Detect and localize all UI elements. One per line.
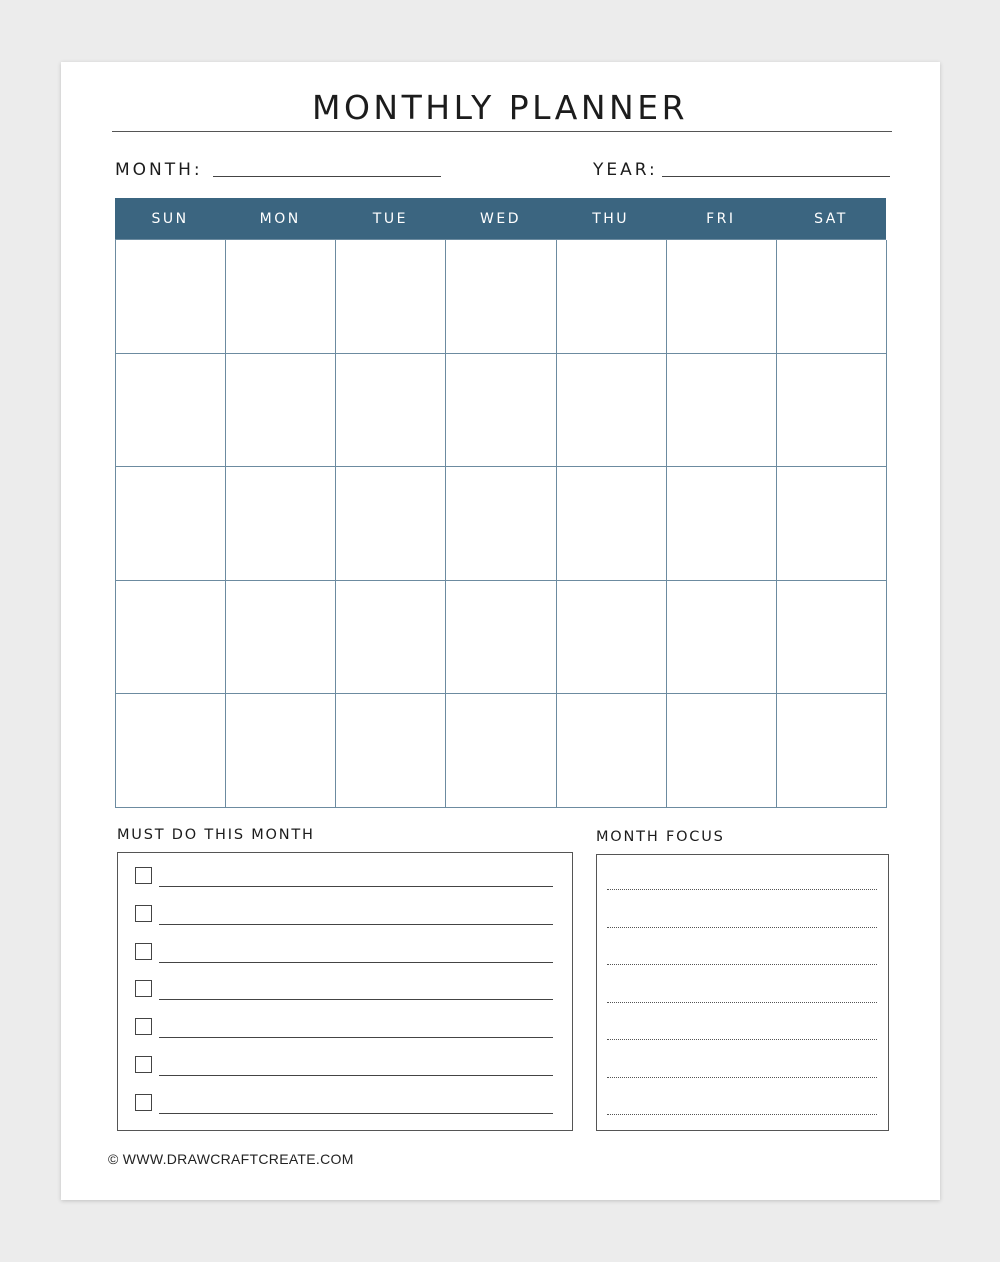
checklist-line[interactable]: [159, 1037, 553, 1038]
focus-line[interactable]: [607, 927, 877, 928]
calendar: [115, 198, 886, 808]
checkbox[interactable]: [135, 980, 152, 997]
calendar-cell[interactable]: [557, 467, 667, 581]
day-header: SUN: [151, 210, 189, 227]
calendar-cell[interactable]: [777, 694, 887, 808]
day-header: THU: [592, 210, 630, 227]
calendar-cell[interactable]: [116, 467, 226, 581]
must-do-box: [117, 852, 573, 1131]
title-divider: [112, 131, 892, 132]
calendar-cell[interactable]: [226, 694, 336, 808]
calendar-cell[interactable]: [667, 240, 777, 354]
focus-line[interactable]: [607, 1039, 877, 1040]
focus-line[interactable]: [607, 1002, 877, 1003]
must-do-label: MUST DO THIS MONTH: [117, 827, 315, 843]
calendar-cell[interactable]: [446, 694, 556, 808]
page-title: MONTHLY PLANNER: [311, 88, 689, 127]
footer-credit: © WWW.DRAWCRAFTCREATE.COM: [108, 1151, 354, 1167]
checkbox[interactable]: [135, 905, 152, 922]
checklist-item: [135, 980, 555, 1000]
calendar-cell[interactable]: [116, 240, 226, 354]
calendar-cell[interactable]: [226, 581, 336, 695]
calendar-cell[interactable]: [336, 694, 446, 808]
calendar-header: [115, 198, 886, 239]
day-header: MON: [259, 210, 301, 227]
checklist-line[interactable]: [159, 1113, 553, 1114]
day-header: TUE: [372, 210, 408, 227]
checkbox[interactable]: [135, 1094, 152, 1111]
month-focus-box: [596, 854, 889, 1131]
calendar-cell[interactable]: [226, 240, 336, 354]
day-header: FRI: [706, 210, 736, 227]
calendar-cell[interactable]: [116, 694, 226, 808]
calendar-cell[interactable]: [336, 581, 446, 695]
calendar-cell[interactable]: [777, 581, 887, 695]
calendar-cell[interactable]: [226, 467, 336, 581]
calendar-cell[interactable]: [557, 240, 667, 354]
checklist-line[interactable]: [159, 999, 553, 1000]
calendar-cell[interactable]: [446, 354, 556, 468]
year-field[interactable]: [662, 176, 890, 177]
calendar-cell[interactable]: [446, 467, 556, 581]
checklist-item: [135, 1094, 555, 1114]
checkbox[interactable]: [135, 1018, 152, 1035]
checklist-line[interactable]: [159, 886, 553, 887]
calendar-cell[interactable]: [336, 354, 446, 468]
calendar-cell[interactable]: [446, 581, 556, 695]
calendar-cell[interactable]: [226, 354, 336, 468]
checklist-item: [135, 1018, 555, 1038]
year-label: YEAR:: [593, 160, 658, 180]
checkbox[interactable]: [135, 867, 152, 884]
calendar-cell[interactable]: [336, 240, 446, 354]
focus-line[interactable]: [607, 964, 877, 965]
checklist-item: [135, 867, 555, 887]
calendar-cell[interactable]: [667, 581, 777, 695]
focus-line[interactable]: [607, 1114, 877, 1115]
checkbox[interactable]: [135, 1056, 152, 1073]
calendar-cell[interactable]: [116, 581, 226, 695]
calendar-grid: [115, 239, 886, 808]
calendar-cell[interactable]: [557, 581, 667, 695]
calendar-cell[interactable]: [777, 354, 887, 468]
checkbox[interactable]: [135, 943, 152, 960]
calendar-cell[interactable]: [446, 240, 556, 354]
month-focus-label: MONTH FOCUS: [596, 829, 725, 845]
calendar-cell[interactable]: [667, 467, 777, 581]
calendar-cell[interactable]: [777, 467, 887, 581]
calendar-cell[interactable]: [557, 354, 667, 468]
focus-line[interactable]: [607, 889, 877, 890]
calendar-cell[interactable]: [777, 240, 887, 354]
month-field[interactable]: [213, 176, 441, 177]
day-header: SAT: [814, 210, 848, 227]
checklist-line[interactable]: [159, 962, 553, 963]
checklist-line[interactable]: [159, 924, 553, 925]
calendar-cell[interactable]: [336, 467, 446, 581]
focus-line[interactable]: [607, 1077, 877, 1078]
day-header: WED: [480, 210, 521, 227]
calendar-cell[interactable]: [116, 354, 226, 468]
checklist-line[interactable]: [159, 1075, 553, 1076]
checklist-item: [135, 943, 555, 963]
month-label: MONTH:: [115, 160, 203, 180]
calendar-cell[interactable]: [667, 694, 777, 808]
checklist-item: [135, 905, 555, 925]
checklist-item: [135, 1056, 555, 1076]
calendar-cell[interactable]: [557, 694, 667, 808]
calendar-cell[interactable]: [667, 354, 777, 468]
